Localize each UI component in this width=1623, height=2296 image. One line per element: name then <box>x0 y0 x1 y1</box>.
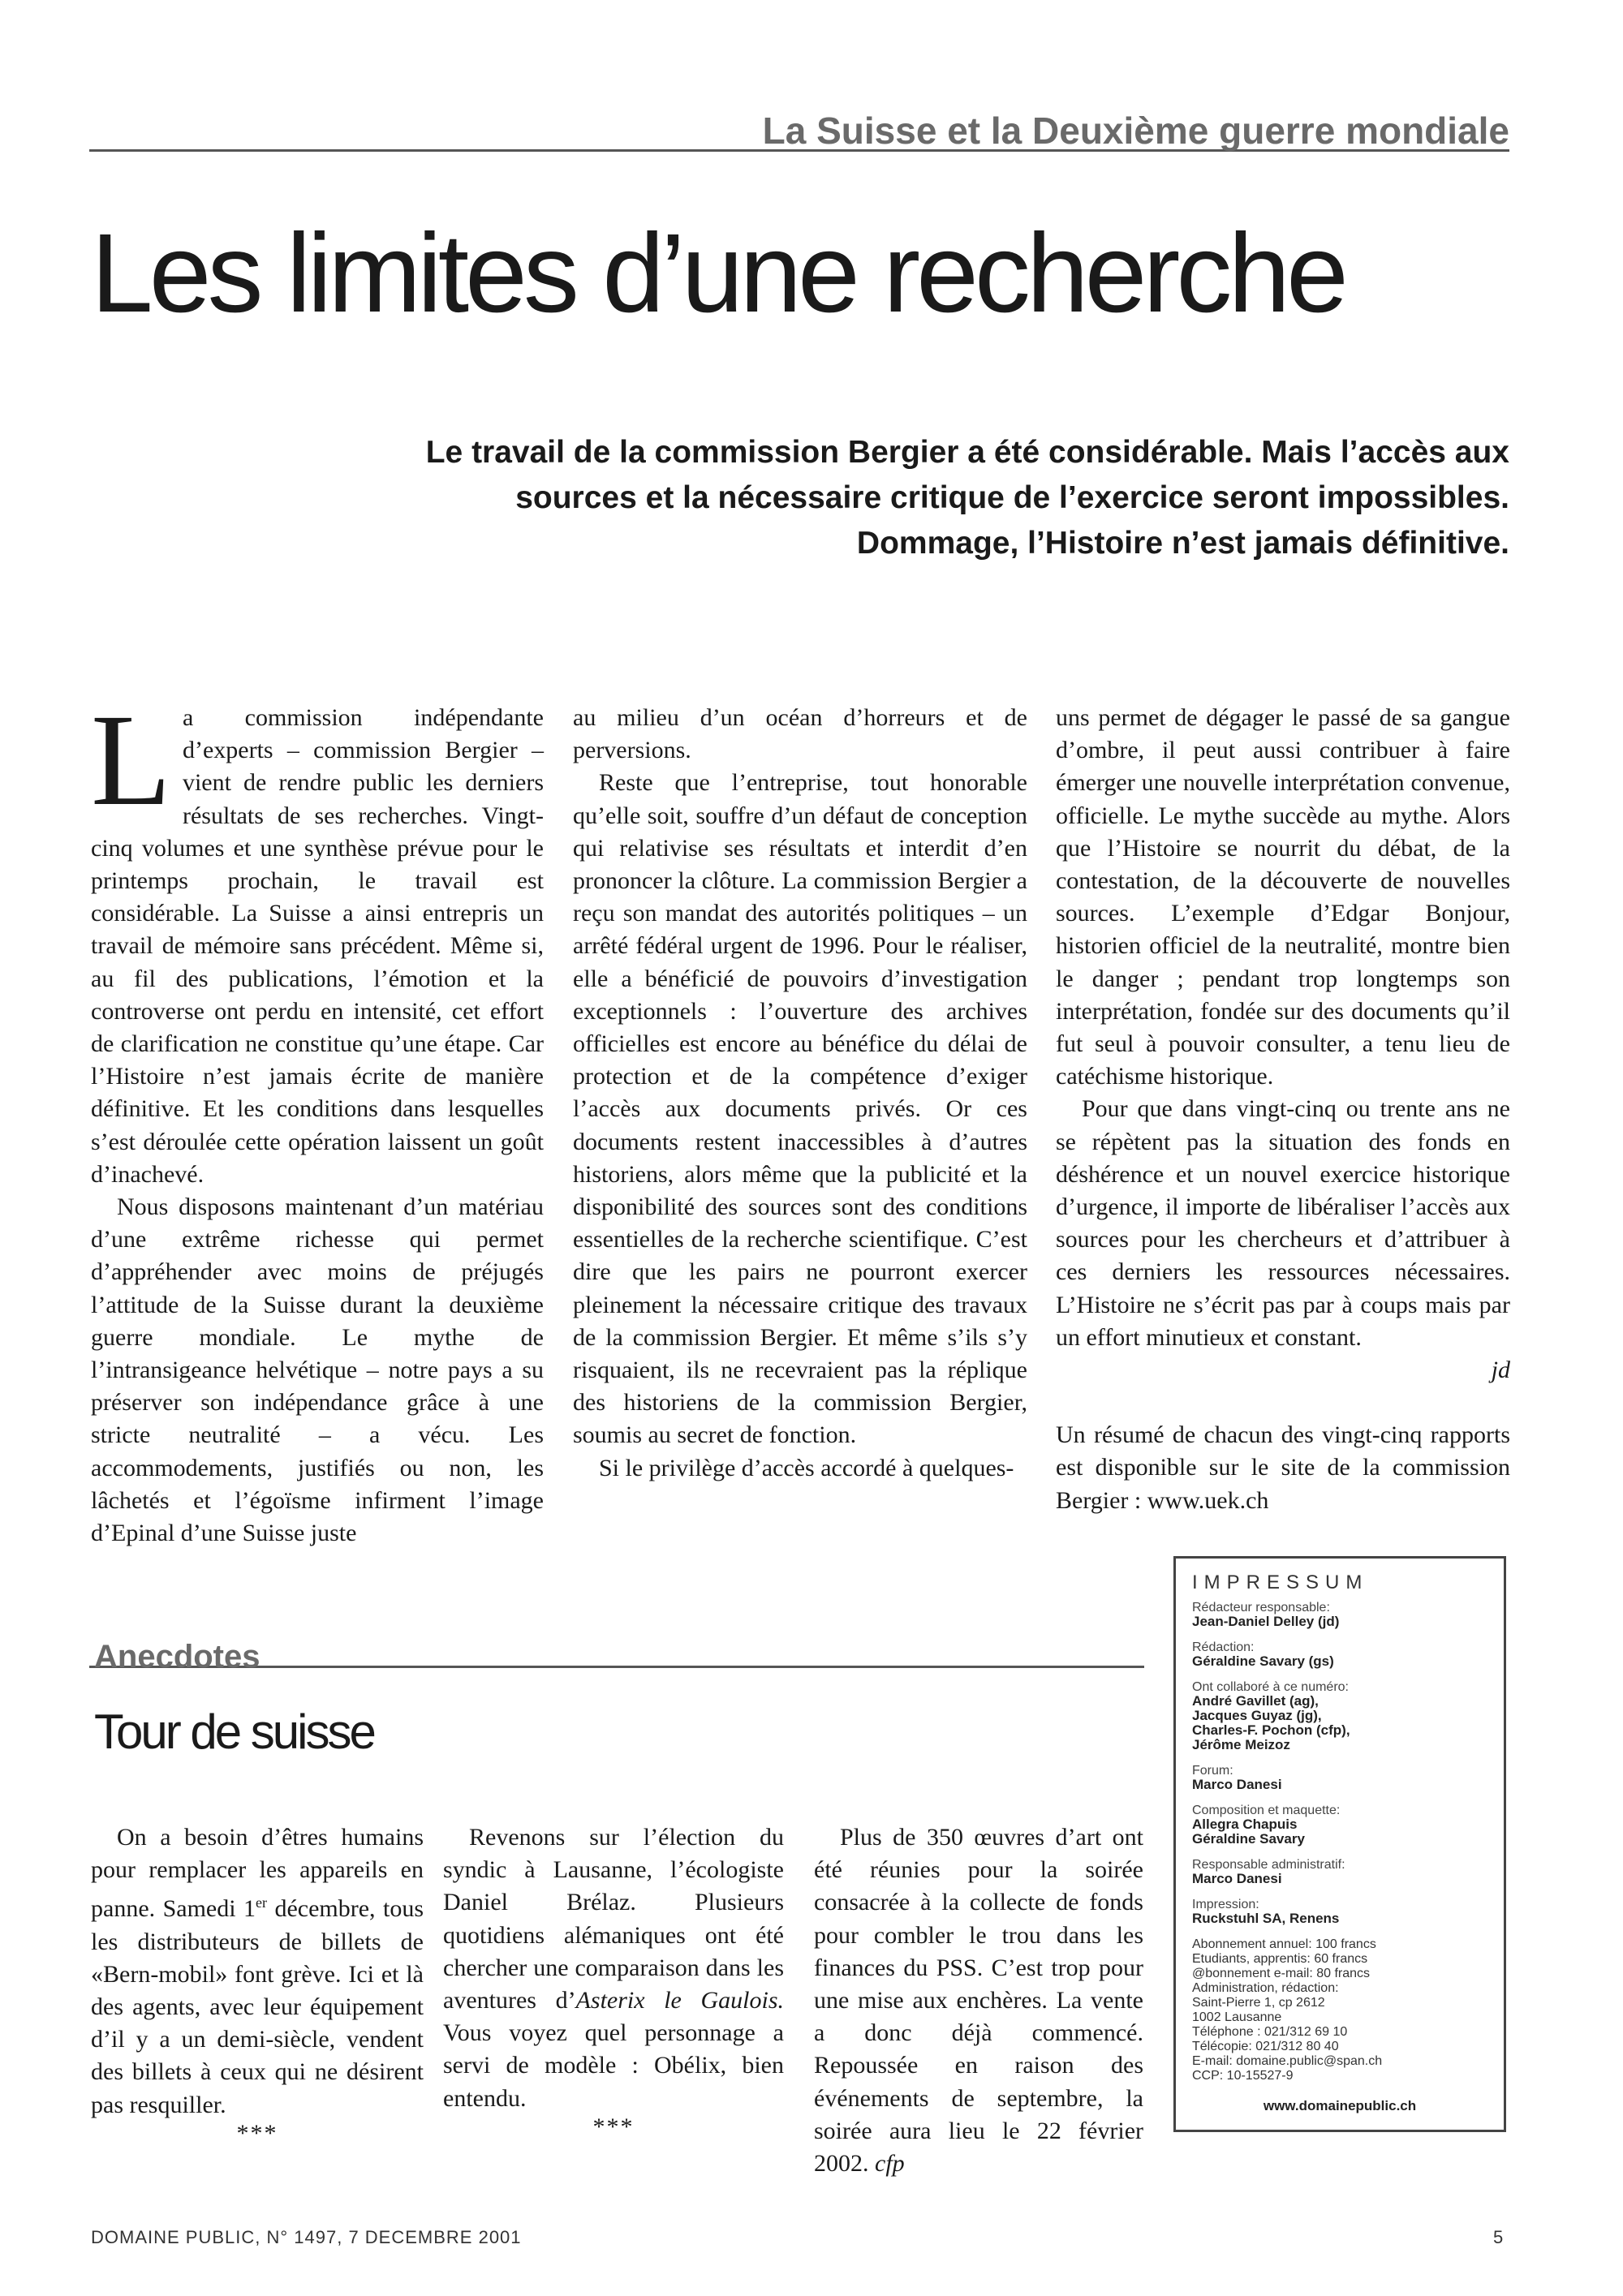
anecdote-text: On a besoin d’êtres humains pour remplacer les appareils en panne. Samedi 1er décembre, tous les distributeurs de billets de «Bern-mobil» font grève. Ici et là des agents, avec leur équipement d’il y a un demi-siècle, vendent des billets à ceux qui ne désirent pas resquiller. <box>91 1824 424 2118</box>
drop-cap: L <box>91 688 171 833</box>
article-paragraph: Pour que dans vingt-cinq ou trente ans ne se répètent pas la situation des fonds en déshérence et un nouvel exercice historique d’urgence, il importe de libéraliser l’accès aux sources pour les chercheurs et d’attribuer à ces derniers les ressources nécessaires. L’Histoire ne s’écrit pas par à coups mais par un effort minutieux et constant. <box>1056 1095 1510 1351</box>
anecdote-3 <box>814 1821 1143 2180</box>
article-paragraph: Nous disposons maintenant d’un matériau d’une extrême richesse qui permet d’appréhender avec moins de préjugés l’attitude de la Suisse durant la deuxième guerre mondiale. Le mythe de l’intransigeance helvétique – notre pays a su préserver son indépendance grâce à une stricte neutralité – a vécu. Les accommodements, justifiés ou non, les lâchetés et l’égoïsme infirment l’image d’Epinal d’une Suisse juste <box>91 1193 544 1547</box>
footer-issue: DOMAINE PUBLIC, N° 1497, 7 DECEMBRE 2001 <box>91 2227 522 2247</box>
printer: Ruckstuhl SA, Renens <box>1192 1911 1340 1926</box>
forum: Marco Danesi <box>1192 1777 1282 1792</box>
section-title: La Suisse et la Deuxième guerre mondiale <box>762 110 1509 152</box>
article-paragraph: au milieu d’un océan d’horreurs et de perversions. <box>573 704 1027 764</box>
article-column-3 <box>1056 702 1510 1517</box>
contributor: Jérôme Meizoz <box>1192 1737 1290 1752</box>
author-signature: jd <box>1491 1357 1510 1384</box>
source-note: Un résumé de chacun des vingt-cinq rapports est disponible sur le site de la commission Bergier : www.uek.ch <box>1056 1421 1510 1514</box>
article-paragraph: Si le privilège d’accès accordé à quelques- <box>599 1454 1014 1481</box>
anecdote-1 <box>91 1821 424 2146</box>
anecdote-signature: cfp <box>875 2150 905 2178</box>
contributor: Jacques Guyaz (jg), <box>1192 1708 1322 1723</box>
anecdotes-title: Tour de suisse <box>94 1705 374 1759</box>
contributor: André Gavillet (ag), <box>1192 1693 1319 1709</box>
lede: Le travail de la commission Bergier a été considérable. Mais l’accès aux sources et la nécessaire critique de l’exercice seront impossibles. Dommage, l’Histoire n’est jamais définitive. <box>425 435 1509 561</box>
website-link[interactable]: www.domainepublic.ch <box>1263 2098 1417 2113</box>
anecdote-2 <box>443 1821 784 2139</box>
article-paragraph: La commission indépendante d’experts – commission Bergier – vient de rendre public les derniers résultats de ses recherches. Vingt-cinq volumes et une synthèse prévue pour le printemps prochain, le travail est considérable. La Suisse a ainsi entrepris un travail de mémoire sans précédent. Même si, au fil des publications, l’émotion et la controverse ont perdu en intensité, cet effort de clarification ne constitue qu’une étape. Car l’Histoire n’est jamais écrite de manière définitive. Et les conditions dans lesquelles s’est déroulée cette opération laissent un goût d’inachevé. <box>91 688 544 1188</box>
impressum-box: IMPRESSUM Rédacteur responsable: Jean-Daniel Delley (jd) Rédaction: Géraldine Savary (gs) Ont collaboré à ce numéro: André Gavillet (ag), Jacques Guyaz (jg), Charles-F. Pochon (cfp), Jérôme Meizoz Forum: Marco Danesi Composition et maquette: Allegra Chapuis Géraldine Savary Responsable administratif: Marco Danesi Impression: Ruckstuhl SA, Renens Abonnement annuel: 100 francs Etudiants, apprentis: 60 francs @bonnement e-mail: 80 francs Administration, rédaction: Saint-Pierre 1, cp 2612 1002 Lausanne Téléphone : 021/312 69 10 Télécopie: 021/312 80 40 E-mail: domaine.public@span.ch CCP: 10-15527-9 www.domainepublic.ch <box>1173 1556 1506 2132</box>
anecdotes-header <box>89 1619 1144 1675</box>
redaction: Géraldine Savary (gs) <box>1192 1653 1334 1669</box>
editor: Jean-Daniel Delley (jd) <box>1192 1614 1340 1629</box>
anecdotes-section-title: Anecdotes <box>94 1639 260 1675</box>
separator: *** <box>236 2119 278 2147</box>
anecdote-text: Revenons sur l’élection du syndic à Lausanne, l’écologiste Daniel Brélaz. Plusieurs quotidiens alémaniques ont été chercher une comparaison dans les aventures d’Asterix le Gaulois. Vous voyez quel personnage a servi de modèle : Obélix, bien entendu. <box>443 1824 784 2112</box>
article-paragraph: Reste que l’entreprise, tout honorable qu’elle soit, souffre d’un défaut de conception qui relativise ses résultats et interdit d’en prononcer la clôture. La commission Bergier a reçu son mandat des autorités politiques – un arrêté fédéral urgent de 1996. Pour le réaliser, elle a bénéficié de pouvoirs d’investigation exceptionnels : l’ouverture des archives officielles est encore au bénéfice du délai de protection et de la compétence d’exiger l’accès aux documents privés. Or ces documents restent inaccessibles à d’autres historiens, alors même que la publicité et la disponibilité des sources sont des conditions essentielles de la recherche scientifique. C’est dire que les pairs ne pourront exercer pleinement la nécessaire critique des travaux de la commission Bergier. Et même s’ils s’y risquaient, ils ne recevraient pas la réplique des historiens de la commission Bergier, soumis au secret de fonction. <box>573 769 1027 1449</box>
page-number: 5 <box>1493 2227 1504 2247</box>
article-paragraph: uns permet de dégager le passé de sa gangue d’ombre, il peut aussi contribuer à faire émerger une nouvelle interprétation convenue, officielle. Le mythe succède au mythe. Alors que l’Histoire se nourrit du débat, de la contestation, de la découverte de nouvelles sources. L’exemple d’Edgar Bonjour, historien officiel de la neutralité, montre bien le danger ; pendant trop longtemps son interprétation, fondée sur des documents qu’il fut seul à pouvoir consulter, a tenu lieu de catéchisme historique. <box>1056 704 1510 1090</box>
anecdote-text: Plus de 350 œuvres d’art ont été réunies pour la soirée consacrée à la collecte de fonds pour combler le trou dans les finances du PSS. C’est trop pour une mise aux enchères. La vente a donc déjà commencé. Repoussée en raison des événements de septembre, la soirée aura lieu le 22 février 2002. cfp <box>814 1824 1143 2178</box>
page-title: Les limites d’une recherche <box>91 211 1345 336</box>
contributor: Charles-F. Pochon (cfp), <box>1192 1722 1350 1738</box>
admin: Marco Danesi <box>1192 1871 1282 1886</box>
separator: *** <box>592 2113 635 2140</box>
section-header <box>89 97 1509 152</box>
article-column-1 <box>91 688 544 1550</box>
impressum-title: IMPRESSUM <box>1192 1572 1369 1593</box>
article-column-2 <box>573 702 1027 1485</box>
